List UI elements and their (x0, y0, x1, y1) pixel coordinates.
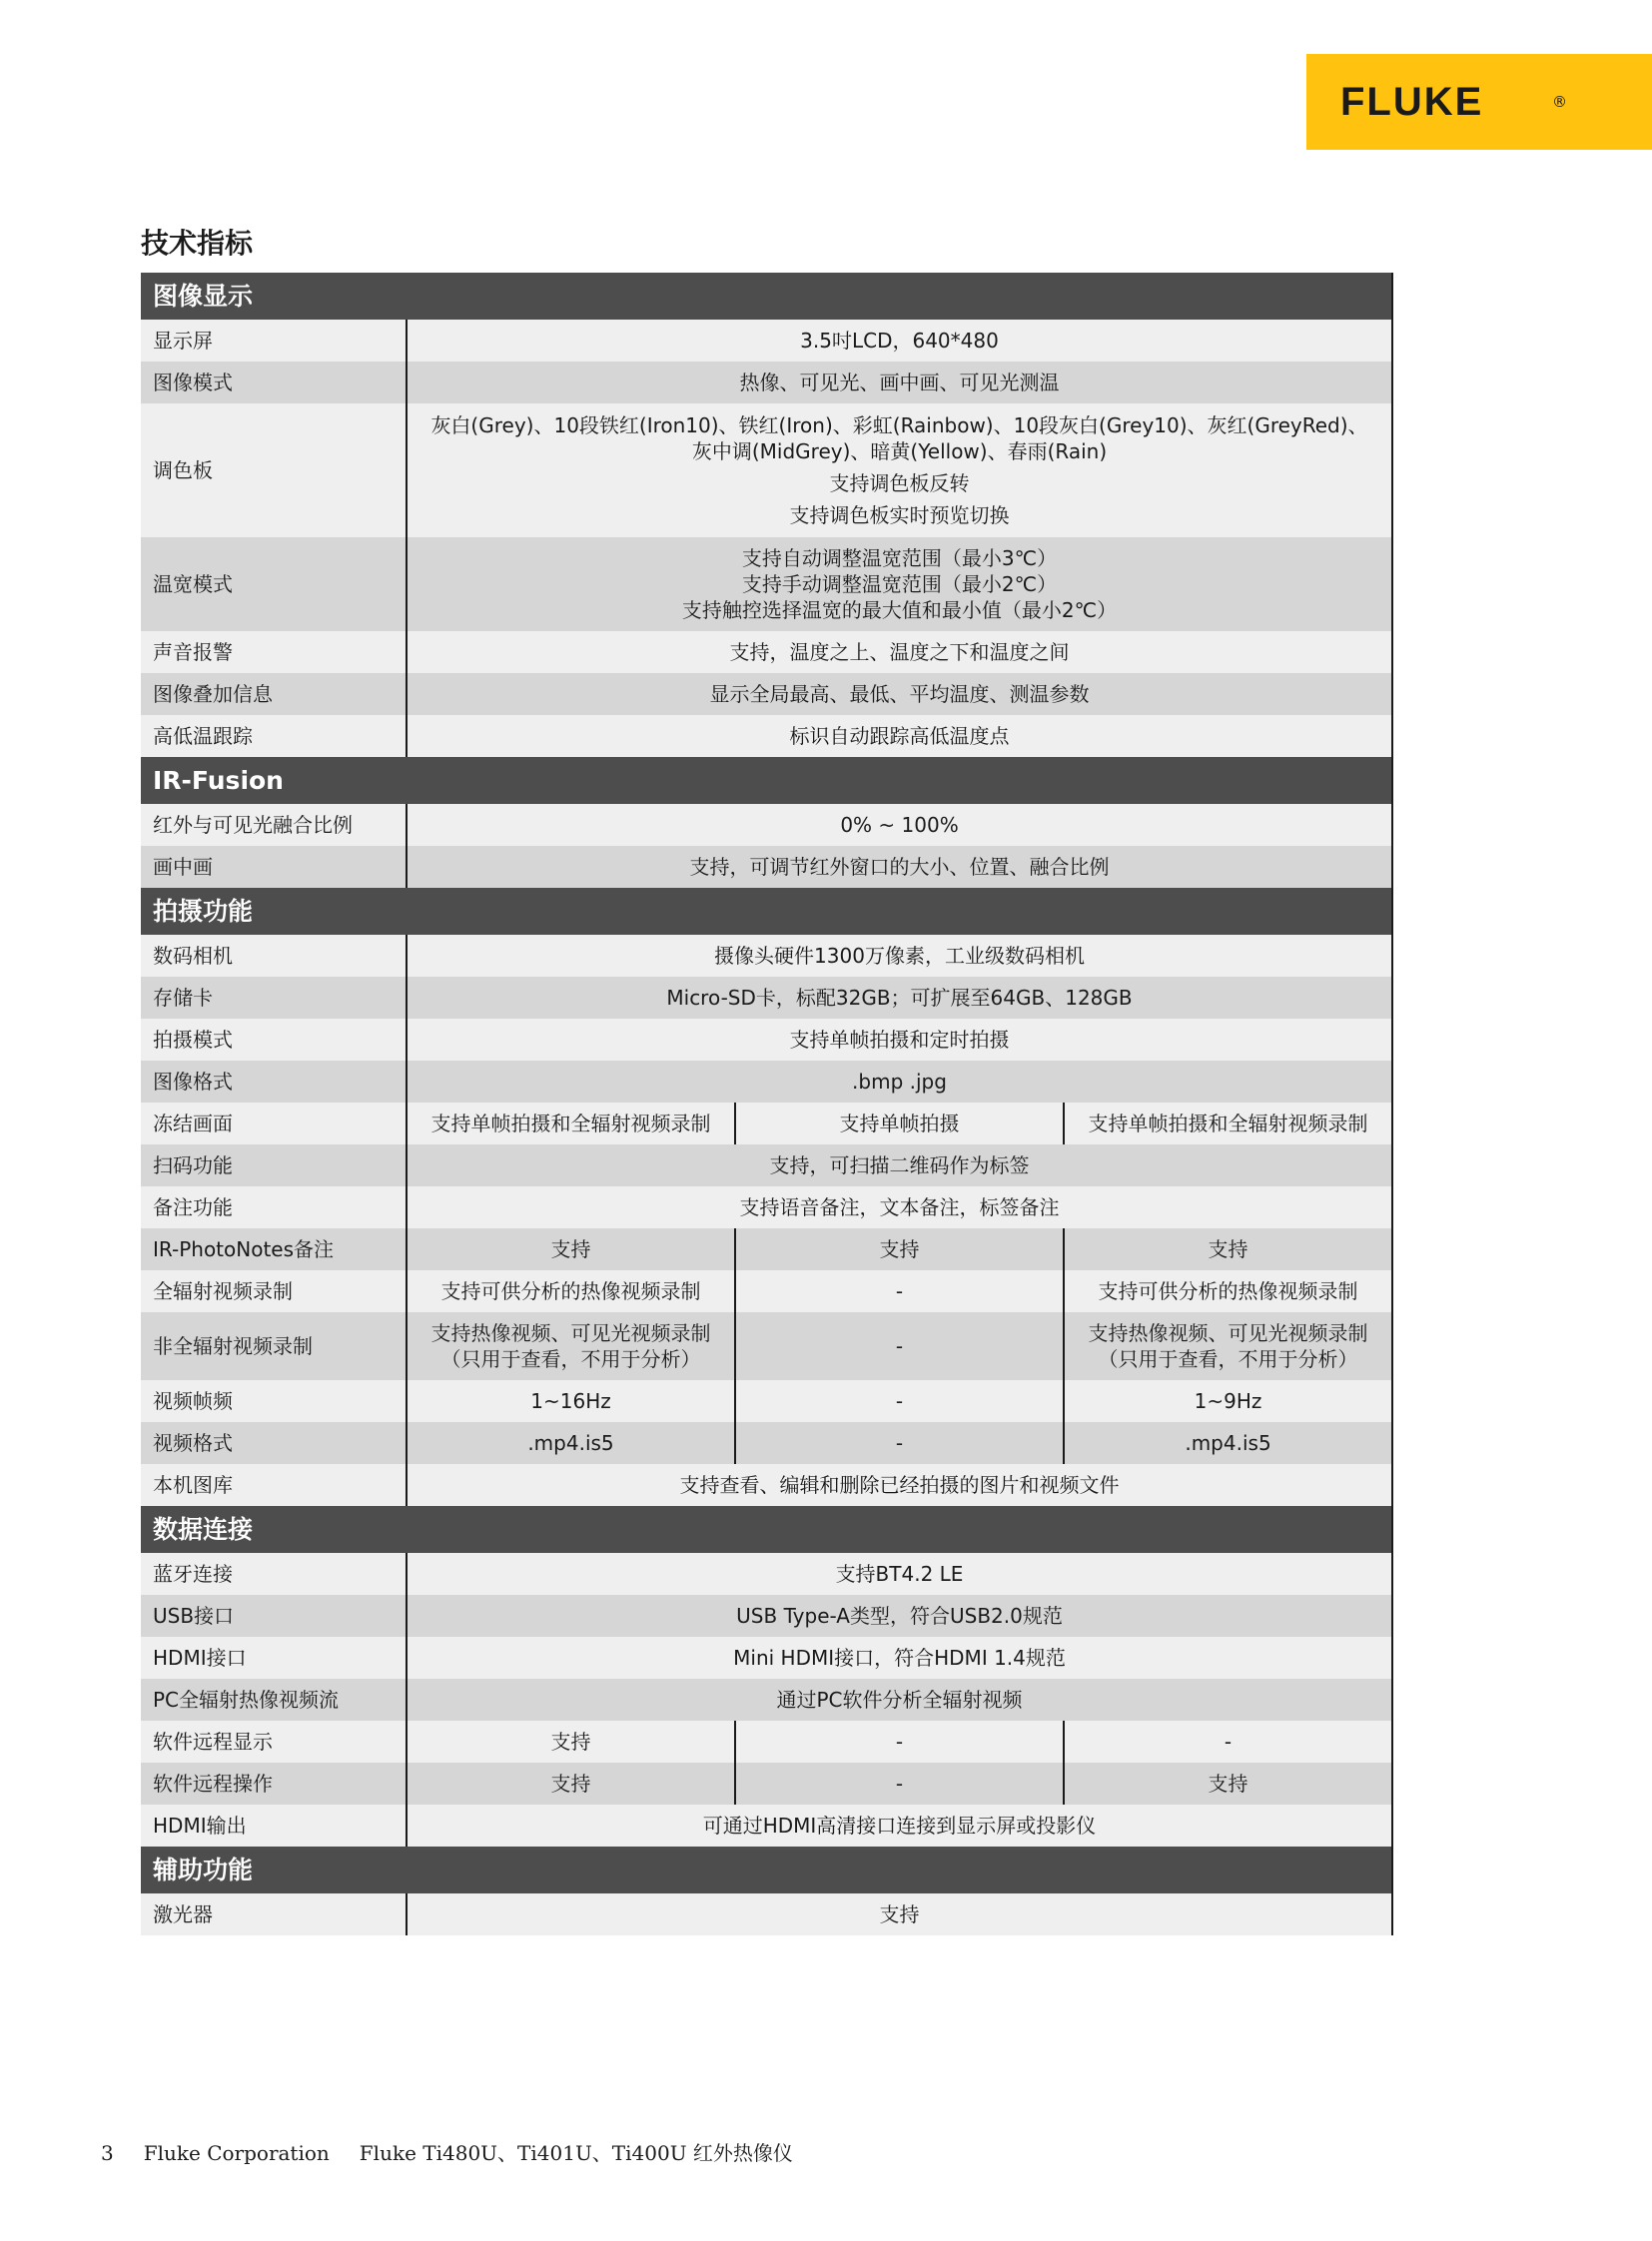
spec-row (141, 804, 1392, 846)
spec-row (141, 1312, 1392, 1380)
spec-label: 软件远程操作 (141, 1763, 407, 1805)
spec-row (141, 1019, 1392, 1061)
spec-label: 高低温跟踪 (141, 715, 407, 757)
spec-value: 热像、可见光、画中画、可见光测温 (407, 362, 1392, 403)
section-header (141, 1506, 1392, 1553)
spec-value-line: 灰白(Grey)、10段铁红(Iron10)、铁红(Iron)、彩虹(Rainbow)、10段灰白(Grey10)、灰红(GreyRed)、 (430, 413, 1368, 437)
spec-value: 摄像头硬件1300万像素，工业级数码相机 (407, 935, 1392, 977)
spec-value-model-3: 支持 (1064, 1763, 1392, 1805)
spec-value: 0% ~ 100% (407, 804, 1392, 846)
spec-label: 全辐射视频录制 (141, 1270, 407, 1312)
spec-row (141, 1061, 1392, 1103)
section-header (141, 888, 1392, 935)
spec-value-model-1: 支持单帧拍摄和全辐射视频录制 (407, 1103, 735, 1144)
logo-wordmark: FLUKE (1340, 80, 1484, 124)
spec-row (141, 1422, 1392, 1464)
spec-row (141, 846, 1392, 888)
spec-value-model-2: - (735, 1763, 1064, 1805)
spec-table (141, 273, 1393, 1935)
spec-value-model-2: - (735, 1721, 1064, 1763)
spec-value: 显示全局最高、最低、平均温度、测温参数 (407, 673, 1392, 715)
spec-value-model-2: - (735, 1312, 1064, 1380)
spec-row (141, 1679, 1392, 1721)
footer-company: Fluke Corporation (143, 2141, 330, 2165)
spec-value: 支持 (407, 1893, 1392, 1935)
spec-value-model-1: .mp4.is5 (407, 1422, 735, 1464)
spec-label: 视频格式 (141, 1422, 407, 1464)
spec-value: Micro-SD卡，标配32GB；可扩展至64GB、128GB (407, 977, 1392, 1019)
spec-value: 3.5吋LCD，640*480 (407, 320, 1392, 362)
spec-label: 数码相机 (141, 935, 407, 977)
spec-value-model-3: - (1064, 1721, 1392, 1763)
spec-row (141, 1805, 1392, 1847)
spec-value-line: 支持自动调整温宽范围（最小3℃） (741, 546, 1058, 570)
spec-row (141, 1228, 1392, 1270)
spec-row (141, 320, 1392, 362)
spec-label: 红外与可见光融合比例 (141, 804, 407, 846)
spec-value-line: 灰中调(MidGrey)、暗黄(Yellow)、春雨(Rain) (691, 439, 1108, 463)
spec-label: 蓝牙连接 (141, 1553, 407, 1595)
spec-value-model-3: 1~9Hz (1064, 1380, 1392, 1422)
spec-value-model-2: - (735, 1380, 1064, 1422)
spec-value-line: 支持调色板实时预览切换 (789, 503, 1010, 527)
spec-value-model-2: - (735, 1422, 1064, 1464)
spec-row (141, 1721, 1392, 1763)
page-title: 技术指标 (141, 227, 254, 260)
spec-row (141, 1103, 1392, 1144)
spec-row (141, 1464, 1392, 1506)
spec-label: PC全辐射热像视频流 (141, 1679, 407, 1721)
spec-row (141, 1186, 1392, 1228)
spec-value: Mini HDMI接口，符合HDMI 1.4规范 (407, 1637, 1392, 1679)
spec-label: HDMI接口 (141, 1637, 407, 1679)
spec-label: 图像格式 (141, 1061, 407, 1103)
spec-value-model-1: 支持热像视频、可见光视频录制（只用于查看，不用于分析） (407, 1312, 735, 1380)
page-number: 3 (101, 2141, 114, 2165)
spec-label: 显示屏 (141, 320, 407, 362)
spec-value: 可通过HDMI高清接口连接到显示屏或投影仪 (407, 1805, 1392, 1847)
spec-label: 激光器 (141, 1893, 407, 1935)
spec-label: 冻结画面 (141, 1103, 407, 1144)
spec-value: 通过PC软件分析全辐射视频 (407, 1679, 1392, 1721)
spec-row (141, 631, 1392, 673)
spec-label: 本机图库 (141, 1464, 407, 1506)
spec-value-line: 支持调色板反转 (829, 471, 970, 495)
spec-value: 标识自动跟踪高低温度点 (407, 715, 1392, 757)
spec-row (141, 935, 1392, 977)
spec-value-model-3: 支持 (1064, 1228, 1392, 1270)
spec-row (141, 673, 1392, 715)
spec-value: 支持BT4.2 LE (407, 1553, 1392, 1595)
spec-value-model-1: 支持 (407, 1228, 735, 1270)
spec-value-model-3: 支持可供分析的热像视频录制 (1064, 1270, 1392, 1312)
spec-row (141, 715, 1392, 757)
spec-row (141, 1270, 1392, 1312)
spec-row (141, 1595, 1392, 1637)
spec-row (141, 403, 1392, 537)
spec-label: USB接口 (141, 1595, 407, 1637)
section-header (141, 757, 1392, 804)
spec-row (141, 1553, 1392, 1595)
spec-value (407, 537, 1392, 631)
spec-label: 非全辐射视频录制 (141, 1312, 407, 1380)
spec-value (407, 403, 1392, 537)
spec-row (141, 362, 1392, 403)
section-title: 辅助功能 (141, 1847, 1392, 1893)
spec-value-model-2: 支持单帧拍摄 (735, 1103, 1064, 1144)
spec-row (141, 1637, 1392, 1679)
spec-value-model-1: 支持 (407, 1721, 735, 1763)
spec-value: 支持单帧拍摄和定时拍摄 (407, 1019, 1392, 1061)
section-title: 数据连接 (141, 1506, 1392, 1553)
spec-label: 温宽模式 (141, 537, 407, 631)
spec-value: USB Type-A类型，符合USB2.0规范 (407, 1595, 1392, 1637)
spec-label: 存储卡 (141, 977, 407, 1019)
section-header (141, 1847, 1392, 1893)
spec-row (141, 1893, 1392, 1935)
spec-row (141, 537, 1392, 631)
spec-value: 支持语音备注，文本备注，标签备注 (407, 1186, 1392, 1228)
spec-value-model-1: 1~16Hz (407, 1380, 735, 1422)
spec-value-model-3: 支持单帧拍摄和全辐射视频录制 (1064, 1103, 1392, 1144)
section-header (141, 273, 1392, 320)
registered-mark: ® (1552, 93, 1567, 111)
footer-product: Fluke Ti480U、Ti401U、Ti400U 红外热像仪 (359, 2141, 793, 2165)
spec-label: IR-PhotoNotes备注 (141, 1228, 407, 1270)
spec-value: 支持查看、编辑和删除已经拍摄的图片和视频文件 (407, 1464, 1392, 1506)
spec-value-model-1: 支持可供分析的热像视频录制 (407, 1270, 735, 1312)
spec-value-model-3: 支持热像视频、可见光视频录制（只用于查看，不用于分析） (1064, 1312, 1392, 1380)
spec-value: 支持，可扫描二维码作为标签 (407, 1144, 1392, 1186)
spec-label: 画中画 (141, 846, 407, 888)
spec-row (141, 1380, 1392, 1422)
spec-row (141, 1763, 1392, 1805)
spec-row (141, 1144, 1392, 1186)
spec-label: 拍摄模式 (141, 1019, 407, 1061)
spec-value: 支持，可调节红外窗口的大小、位置、融合比例 (407, 846, 1392, 888)
spec-value: .bmp .jpg (407, 1061, 1392, 1103)
section-title: 拍摄功能 (141, 888, 1392, 935)
spec-value-line: 支持触控选择温宽的最大值和最小值（最小2℃） (681, 598, 1118, 622)
spec-label: 图像模式 (141, 362, 407, 403)
spec-label: 扫码功能 (141, 1144, 407, 1186)
spec-value-line: 支持手动调整温宽范围（最小2℃） (741, 572, 1058, 596)
page-footer (101, 2140, 823, 2166)
spec-label: 备注功能 (141, 1186, 407, 1228)
spec-label: 视频帧频 (141, 1380, 407, 1422)
spec-label: 声音报警 (141, 631, 407, 673)
spec-value-model-3: .mp4.is5 (1064, 1422, 1392, 1464)
spec-label: 软件远程显示 (141, 1721, 407, 1763)
spec-value: 支持，温度之上、温度之下和温度之间 (407, 631, 1392, 673)
spec-label: HDMI输出 (141, 1805, 407, 1847)
spec-label: 图像叠加信息 (141, 673, 407, 715)
spec-value-model-1: 支持 (407, 1763, 735, 1805)
spec-row (141, 977, 1392, 1019)
fluke-logo (1306, 54, 1652, 150)
section-title: 图像显示 (141, 273, 1392, 320)
spec-value-model-2: - (735, 1270, 1064, 1312)
spec-label: 调色板 (141, 403, 407, 537)
spec-value-model-2: 支持 (735, 1228, 1064, 1270)
section-title: IR-Fusion (141, 757, 1392, 804)
